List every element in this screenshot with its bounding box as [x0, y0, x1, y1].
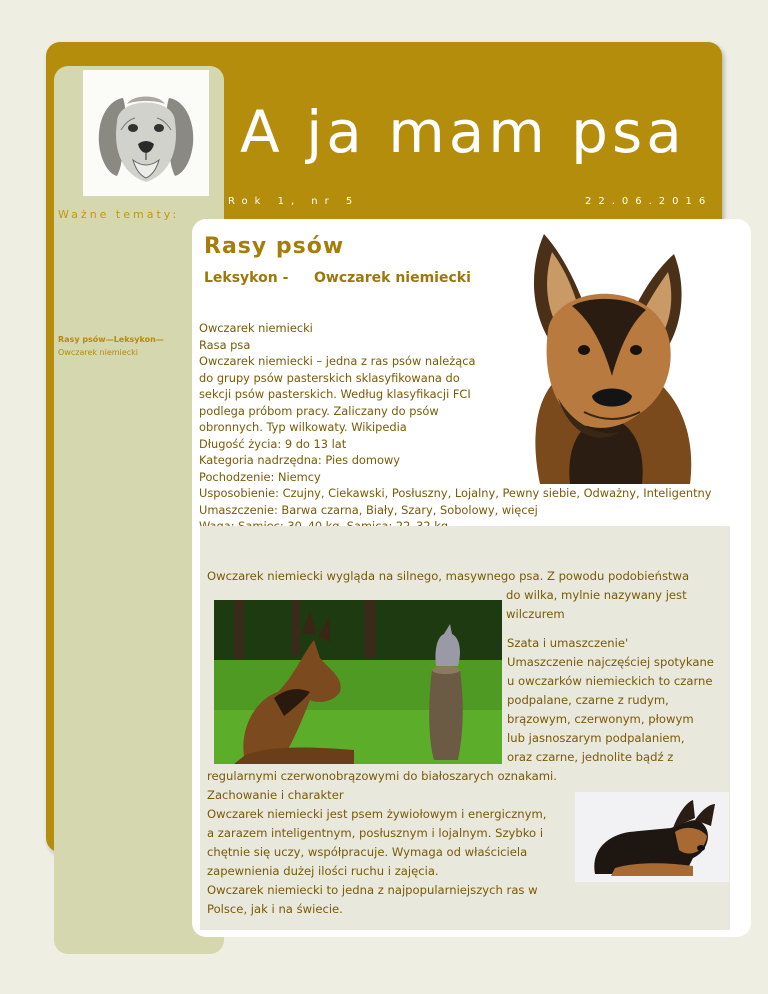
info-line: obronnych. Typ wilkowaty. Wikipedia — [199, 420, 407, 434]
paragraph-line: lub jasnoszarym podpalaniem, — [507, 731, 685, 745]
behavior-section — [207, 767, 727, 919]
paragraph-line: Polsce, jak i na świecie. — [207, 902, 343, 916]
info-line: do grupy psów pasterskich sklasyfikowana do — [199, 370, 460, 385]
info-line: Usposobienie: Czujny, Ciekawski, Posłuszny, Lojalny, Pewny siebie, Odważny, Inteligentny — [199, 486, 712, 500]
issue-date: 22.06.2016 — [585, 196, 713, 207]
info-line: Rasa psa — [199, 337, 251, 352]
paragraph-line: brązowym, czerwonym, płowym — [507, 712, 694, 726]
paragraph-line: Zachowanie i charakter — [207, 788, 344, 802]
paragraph-line: a zarazem inteligentnym, posłusznym i lojalnym. Szybko i — [207, 826, 544, 840]
sidebar-entry-title: Rasy psów—Leksykon— — [58, 335, 164, 344]
info-line: sekcji psów pasterskich. Według klasyfikacji FCI — [199, 387, 471, 401]
dog-and-cat-image — [214, 600, 502, 764]
section-title: Rasy psów — [204, 234, 345, 259]
info-line: Owczarek niemiecki – jedna z ras psów należąca — [199, 354, 476, 368]
subhead-lexicon: Leksykon - — [204, 270, 289, 286]
paragraph-line: Owczarek niemiecki wygląda na silnego, masywnego psa. Z powodu podobieństwa — [207, 569, 690, 583]
newsletter-title: A ja mam psa — [240, 98, 686, 166]
paragraph-line: Owczarek niemiecki jest psem żywiołowym i energicznym, — [207, 807, 547, 821]
info-line: Owczarek niemiecki — [199, 321, 313, 335]
paragraph-line: chętnie się uczy, współpracuje. Wymaga od właściciela — [207, 845, 528, 859]
topics-label: Ważne tematy: — [58, 208, 180, 221]
subhead-breed: Owczarek niemiecki — [314, 270, 471, 286]
paragraph-line: zapewnienia dużej ilości ruchu i zajęcia. — [207, 864, 439, 878]
info-line: podlega próbom pracy. Zaliczany do psów — [199, 403, 439, 418]
breed-info — [199, 320, 719, 535]
paragraph-line: regularnymi czerwonobrązowymi do białoszarych oznakami. — [207, 769, 557, 783]
paragraph-line: Szata i umaszczenie' — [507, 636, 629, 650]
issue-number: Rok 1, nr 5 — [228, 196, 360, 207]
paragraph-line: Owczarek niemiecki to jedna z najpopularniejszych ras w — [207, 883, 538, 897]
info-line: Kategoria nadrzędna: Pies domowy — [199, 453, 401, 467]
info-line: Pochodzenie: Niemcy — [199, 469, 321, 484]
paragraph-line: podpalane, czarne z rudym, — [507, 693, 669, 707]
paragraph-line: oraz czarne, jednolite bądź z — [507, 750, 674, 764]
paragraph-line: wilczurem — [506, 607, 565, 621]
paragraph-line: do wilka, mylnie nazywany jest — [506, 588, 687, 602]
dog-sketch-image — [83, 70, 209, 196]
paragraph-line: Umaszczenie najczęściej spotykane — [507, 655, 714, 669]
paragraph-line: u owczarków niemieckich to czarne — [507, 674, 713, 688]
info-line: Długość życia: 9 do 13 lat — [199, 436, 347, 451]
sidebar-entry-subtitle: Owczarek niemiecki — [58, 348, 138, 357]
info-line: Umaszczenie: Barwa czarna, Biały, Szary, Sobolowy, więcej — [199, 502, 538, 517]
coat-section — [507, 634, 727, 767]
